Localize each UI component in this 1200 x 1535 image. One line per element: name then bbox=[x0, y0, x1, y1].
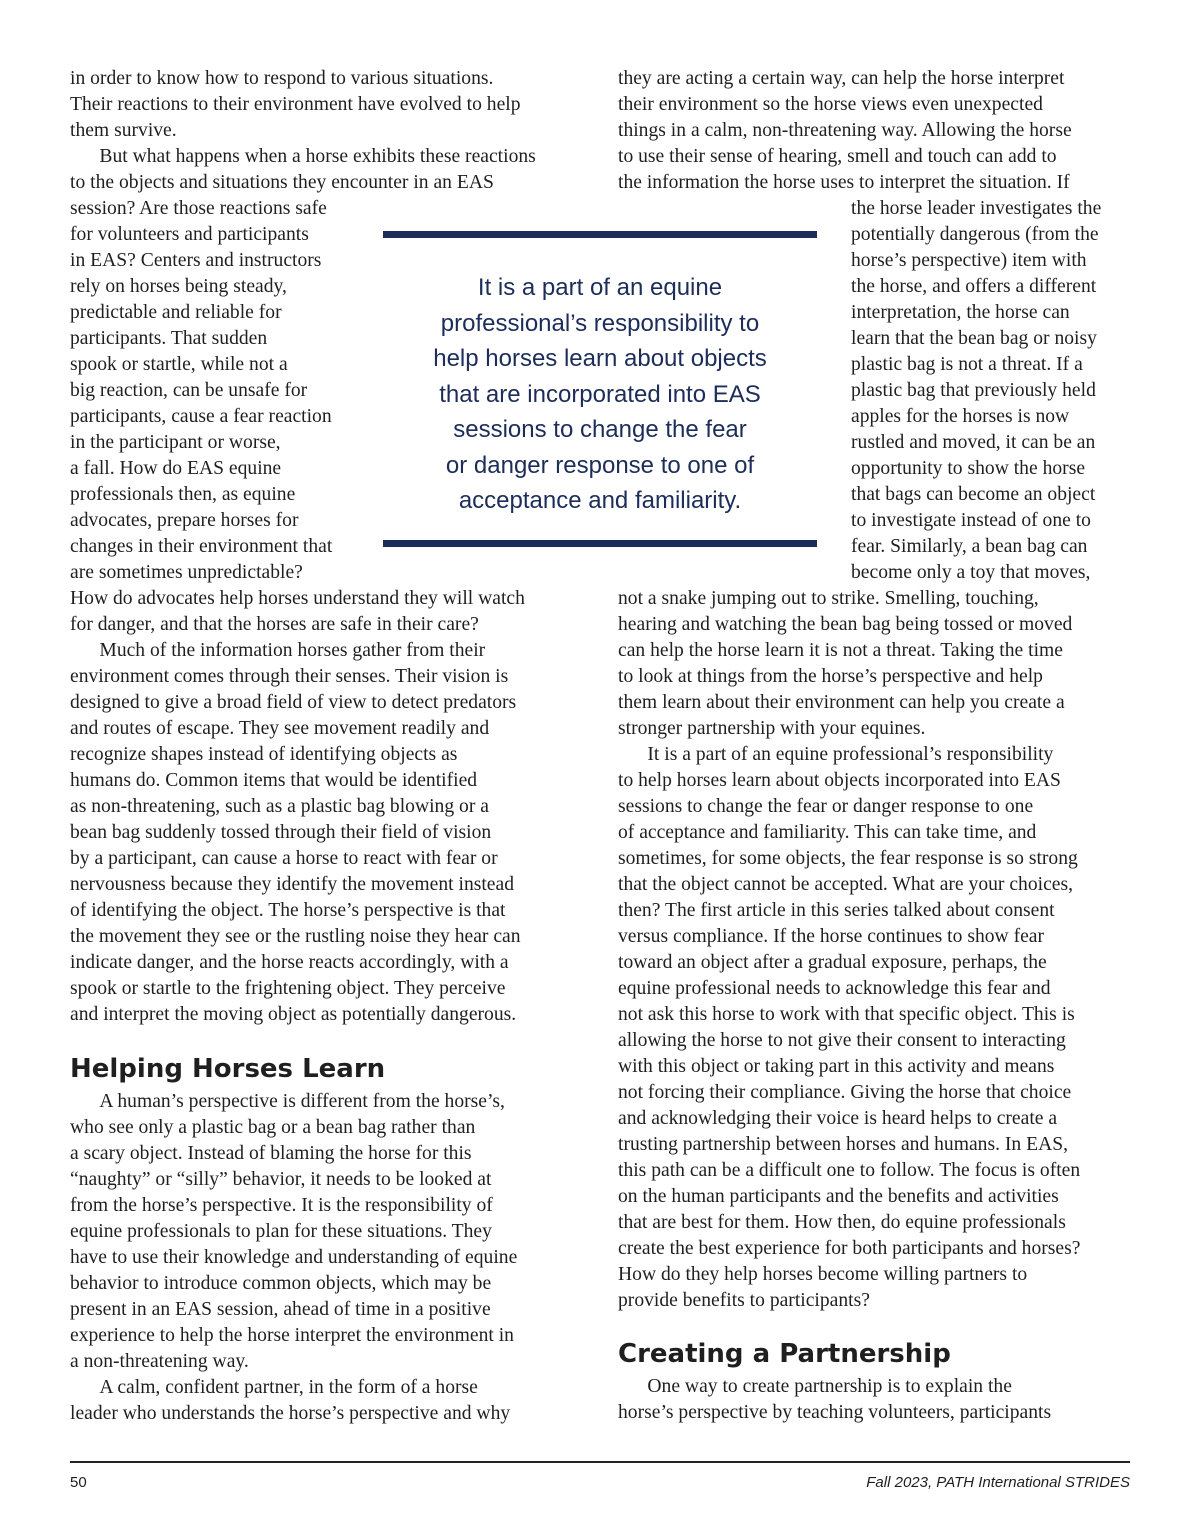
section-heading: Helping Horses Learn bbox=[70, 1054, 386, 1084]
text-line: potentially dangerous (from the bbox=[851, 224, 1099, 245]
text-line: create the best experience for both participants and horses? bbox=[618, 1238, 1081, 1259]
text-line: How do they help horses become willing partners to bbox=[618, 1264, 1028, 1285]
text-line: bean bag suddenly tossed through their field of vision bbox=[70, 822, 492, 843]
text-line: spook or startle, while not a bbox=[70, 354, 288, 375]
pull-quote-line: It is a part of an equine bbox=[477, 274, 723, 301]
text-line: them survive. bbox=[70, 120, 177, 141]
text-line: stronger partnership with your equines. bbox=[618, 718, 926, 739]
text-line: become only a toy that moves, bbox=[851, 562, 1091, 583]
pull-quote-rule bbox=[383, 231, 817, 238]
text-line: in EAS? Centers and instructors bbox=[70, 250, 322, 271]
text-line: It is a part of an equine professional’s responsibility bbox=[618, 744, 1054, 765]
text-line: by a participant, can cause a horse to react with fear or bbox=[70, 848, 498, 869]
text-line: A calm, confident partner, in the form of a horse bbox=[70, 1377, 478, 1398]
text-line: to look at things from the horse’s perspective and help bbox=[618, 666, 1043, 687]
text-line: horse’s perspective) item with bbox=[851, 250, 1087, 271]
text-line: changes in their environment that bbox=[70, 536, 333, 557]
text-line: spook or startle to the frightening object. They perceive bbox=[70, 978, 506, 999]
text-line: participants. That sudden bbox=[70, 328, 268, 349]
text-line: that bags can become an object bbox=[851, 484, 1096, 505]
text-line: Much of the information horses gather from their bbox=[70, 640, 486, 661]
text-line: from the horse’s perspective. It is the responsibility of bbox=[70, 1195, 493, 1216]
text-line: How do advocates help horses understand they will watch bbox=[70, 588, 525, 609]
pull-quote-line: or danger response to one of bbox=[445, 451, 755, 479]
text-line: rustled and moved, it can be an bbox=[851, 432, 1096, 453]
page-number: 50 bbox=[70, 1474, 87, 1491]
text-line: predictable and reliable for bbox=[70, 302, 282, 323]
text-line: behavior to introduce common objects, which may be bbox=[70, 1273, 492, 1294]
text-line: as non-threatening, such as a plastic bag blowing or a bbox=[70, 796, 489, 817]
text-line: things in a calm, non-threatening way. Allowing the horse bbox=[618, 120, 1072, 141]
text-line: equine professionals to plan for these situations. They bbox=[70, 1221, 492, 1242]
text-line: a non-threatening way. bbox=[70, 1351, 249, 1372]
text-line: in order to know how to respond to various situations. bbox=[70, 68, 494, 89]
text-line: rely on horses being steady, bbox=[70, 276, 287, 297]
text-line: hearing and watching the bean bag being tossed or moved bbox=[618, 614, 1073, 635]
text-line: designed to give a broad field of view to detect predators bbox=[70, 692, 517, 713]
text-line: of identifying the object. The horse’s perspective is that bbox=[70, 900, 506, 921]
text-line: they are acting a certain way, can help the horse interpret bbox=[618, 68, 1065, 89]
publication-title: Fall 2023, PATH International STRIDES bbox=[866, 1474, 1130, 1491]
text-line: that the object cannot be accepted. What are your choices, bbox=[618, 874, 1073, 895]
text-line: to the objects and situations they encounter in an EAS bbox=[70, 172, 494, 193]
text-line: One way to create partnership is to explain the bbox=[618, 1376, 1012, 1397]
text-line: then? The first article in this series talked about consent bbox=[618, 900, 1055, 921]
text-line: advocates, prepare horses for bbox=[70, 510, 299, 531]
text-line: to use their sense of hearing, smell and touch can add to bbox=[618, 146, 1057, 167]
text-line: provide benefits to participants? bbox=[618, 1290, 870, 1311]
text-line: sessions to change the fear or danger response to one bbox=[618, 796, 1034, 817]
text-line: and interpret the moving object as potentially dangerous. bbox=[70, 1004, 517, 1025]
text-line: them learn about their environment can help you create a bbox=[618, 692, 1065, 713]
pull-quote-line: professional’s responsibility to bbox=[440, 309, 760, 337]
text-line: plastic bag that previously held bbox=[851, 380, 1096, 401]
text-line: fear. Similarly, a bean bag can bbox=[851, 536, 1088, 557]
text-line: opportunity to show the horse bbox=[851, 458, 1086, 479]
text-line: the horse leader investigates the bbox=[851, 198, 1102, 219]
text-line: experience to help the horse interpret the environment in bbox=[70, 1325, 514, 1346]
text-line: that are best for them. How then, do equine professionals bbox=[618, 1212, 1066, 1233]
text-line: humans do. Common items that would be identified bbox=[70, 770, 478, 791]
text-line: plastic bag is not a threat. If a bbox=[851, 354, 1083, 375]
text-line: horse’s perspective by teaching volunteers, participants bbox=[618, 1402, 1052, 1423]
pull-quote-line: that are incorporated into EAS bbox=[439, 380, 761, 408]
text-line: on the human participants and the benefits and activities bbox=[618, 1186, 1059, 1207]
text-line: can help the horse learn it is not a threat. Taking the time bbox=[618, 640, 1063, 661]
text-line: big reaction, can be unsafe for bbox=[70, 380, 308, 401]
text-line: sometimes, for some objects, the fear response is so strong bbox=[618, 848, 1078, 869]
text-line: participants, cause a fear reaction bbox=[70, 406, 332, 427]
pull-quote-line: sessions to change the fear bbox=[453, 416, 747, 443]
text-line: A human’s perspective is different from the horse’s, bbox=[70, 1091, 505, 1112]
text-line: the horse, and offers a different bbox=[851, 276, 1097, 297]
text-line: But what happens when a horse exhibits these reactions bbox=[70, 146, 536, 167]
text-line: trusting partnership between horses and humans. In EAS, bbox=[618, 1134, 1069, 1155]
footer-rule bbox=[70, 1461, 1130, 1463]
text-line: recognize shapes instead of identifying objects as bbox=[70, 744, 458, 765]
text-line: leader who understands the horse’s perspective and why bbox=[70, 1403, 511, 1424]
text-line: of acceptance and familiarity. This can take time, and bbox=[618, 822, 1037, 843]
text-line: are sometimes unpredictable? bbox=[70, 562, 303, 583]
text-line: who see only a plastic bag or a bean bag rather than bbox=[70, 1117, 476, 1138]
text-line: have to use their knowledge and understanding of equine bbox=[70, 1247, 518, 1268]
text-line: apples for the horses is now bbox=[851, 406, 1070, 427]
text-line: this path can be a difficult one to follow. The focus is often bbox=[618, 1160, 1081, 1181]
text-line: with this object or taking part in this activity and means bbox=[618, 1056, 1055, 1077]
text-line: interpretation, the horse can bbox=[851, 302, 1070, 323]
section-heading: Creating a Partnership bbox=[618, 1339, 951, 1369]
text-line: not forcing their compliance. Giving the horse that choice bbox=[618, 1082, 1072, 1103]
text-line: indicate danger, and the horse reacts accordingly, with a bbox=[70, 952, 509, 973]
text-line: environment comes through their senses. Their vision is bbox=[70, 666, 509, 687]
text-line: Their reactions to their environment have evolved to help bbox=[70, 94, 521, 115]
text-line: “naughty” or “silly” behavior, it needs to be looked at bbox=[70, 1169, 492, 1190]
text-line: versus compliance. If the horse continues to show fear bbox=[618, 926, 1045, 947]
text-line: and routes of escape. They see movement readily and bbox=[70, 718, 490, 739]
text-line: and acknowledging their voice is heard helps to create a bbox=[618, 1108, 1058, 1129]
text-line: their environment so the horse views even unexpected bbox=[618, 94, 1043, 115]
text-line: a fall. How do EAS equine bbox=[70, 458, 282, 479]
text-line: not ask this horse to work with that specific object. This is bbox=[618, 1004, 1075, 1025]
text-line: for danger, and that the horses are safe in their care? bbox=[70, 614, 479, 635]
text-line: learn that the bean bag or noisy bbox=[851, 328, 1097, 349]
text-line: a scary object. Instead of blaming the horse for this bbox=[70, 1143, 472, 1164]
pull-quote-line: help horses learn about objects bbox=[433, 345, 767, 372]
text-line: present in an EAS session, ahead of time in a positive bbox=[70, 1299, 491, 1320]
text-line: allowing the horse to not give their consent to interacting bbox=[618, 1030, 1066, 1051]
text-line: for volunteers and participants bbox=[70, 224, 309, 245]
text-line: session? Are those reactions safe bbox=[70, 198, 327, 219]
text-line: the information the horse uses to interpret the situation. If bbox=[618, 172, 1070, 193]
text-line: professionals then, as equine bbox=[70, 484, 296, 505]
text-line: equine professional needs to acknowledge this fear and bbox=[618, 978, 1051, 999]
text-line: to help horses learn about objects incorporated into EAS bbox=[618, 770, 1061, 791]
text-line: not a snake jumping out to strike. Smelling, touching, bbox=[618, 588, 1039, 609]
text-line: in the participant or worse, bbox=[70, 432, 281, 453]
pull-quote-line: acceptance and familiarity. bbox=[458, 487, 742, 514]
text-line: nervousness because they identify the movement instead bbox=[70, 874, 514, 895]
text-line: toward an object after a gradual exposure, perhaps, the bbox=[618, 952, 1047, 973]
text-line: the movement they see or the rustling noise they hear can bbox=[70, 926, 521, 947]
pull-quote-rule bbox=[383, 540, 817, 547]
text-line: to investigate instead of one to bbox=[851, 510, 1091, 531]
